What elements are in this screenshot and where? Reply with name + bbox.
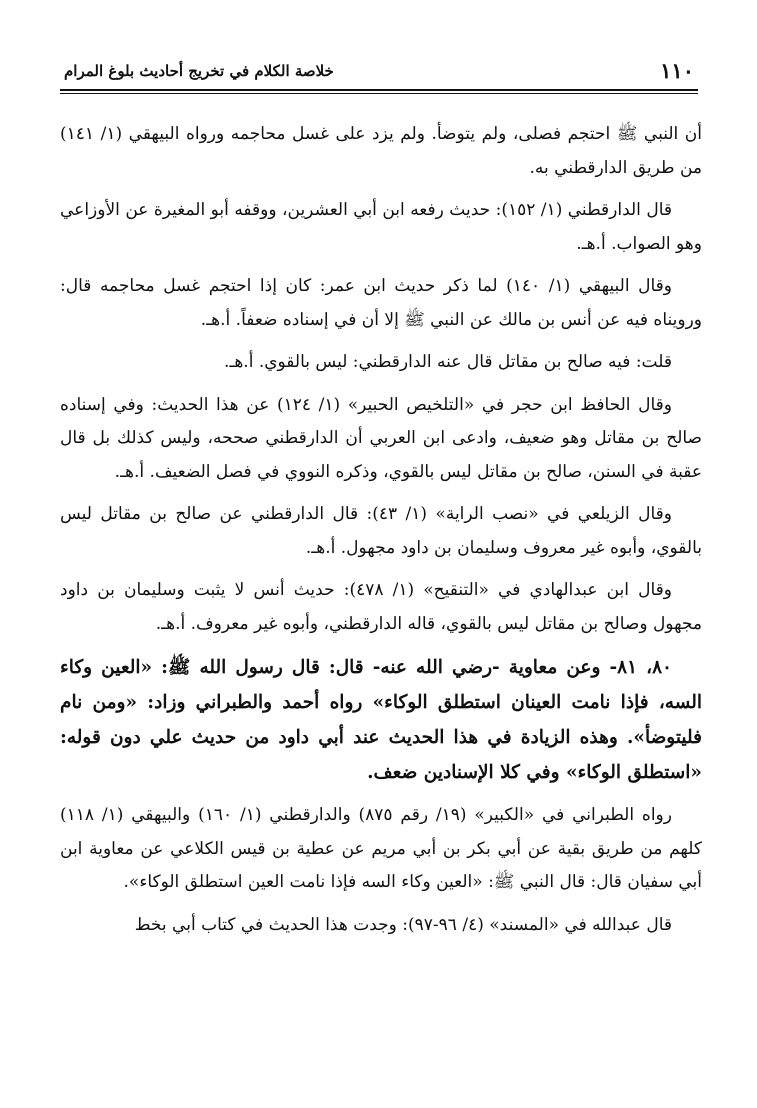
paragraph-ibn-hajar: وقال الحافظ ابن حجر في «التلخيص الحبير» (١/ ١٢٤) عن هذا الحديث: وفي إسناده صالح بن مقاتل وهو ضعيف، وادعى ابن العربي أن الدارقطني صححه، وليس كذلك بل قال عقبة في السنن، صالح بن مقاتل ليس بالقوي، وذكره النووي في فصل الضعيف. أ.هـ. xyxy=(60,394,702,482)
page-number: ١١٠ xyxy=(660,58,694,83)
paragraph-continuation: أن النبي ﷺ احتجم فصلى، ولم يتوضأ. ولم يزد على غسل محاجمه ورواه البيهقي (١/ ١٤١) من طريق الدارقطني به. xyxy=(60,124,702,178)
running-title: خلاصة الكلام في تخريج أحاديث بلوغ المرام xyxy=(64,62,334,80)
paragraph-zaylai: وقال الزيلعي في «نصب الراية» (١/ ٤٣): قال الدارقطني عن صالح بن مقاتل ليس بالقوي، وأبوه غير معروف وسليمان بن داود مجهول. أ.هـ. xyxy=(60,504,702,558)
paragraph-bayhaqi: وقال البيهقي (١/ ١٤٠) لما ذكر حديث ابن عمر: كان إذا احتجم غسل محاجمه قال: ورويناه فيه عن أنس بن مالك عن النبي ﷺ إلا أن في إسناده ضعفاً. أ.هـ. xyxy=(60,276,702,330)
paragraph-abdullah: قال عبدالله في «المسند» (٤/ ٩٦-٩٧): وجدت هذا الحديث في كتاب أبي بخط xyxy=(134,914,672,935)
header-rule-thin xyxy=(60,93,698,94)
page-header xyxy=(60,56,698,90)
hadith-text: ٨٠، ٨١- وعن معاوية -رضي الله عنه- قال: قال رسول الله ﷺ: «العين وكاء السه، فإذا نامت العينان استطلق الوكاء» رواه أحمد والطبراني وزاد: «ومن نام فليتوضأ». وهذه الزيادة في هذا الحديث عند أبي داود من حديث علي دون قوله: «استطلق الوكاء» وفي كلا الإسنادين ضعف. xyxy=(60,657,702,783)
paragraph-daraqutni: قال الدارقطني (١/ ١٥٢): حديث رفعه ابن أبي العشرين، ووقفه أبو المغيرة عن الأوزاعي وهو الصواب. أ.هـ. xyxy=(60,200,702,254)
paragraph-ibn-abdulhadi: وقال ابن عبدالهادي في «التنقيح» (١/ ٤٧٨): حديث أنس لا يثبت وسليمان بن داود مجهول وصالح بن مقاتل ليس بالقوي، قاله الدارقطني، وأبوه غير معروف. أ.هـ. xyxy=(60,580,702,634)
paragraph-takhrij: رواه الطبراني في «الكبير» (١٩/ رقم ٨٧٥) والدارقطني (١/ ١٦٠) والبيهقي (١/ ١١٨) كلهم من طريق بقية عن أبي بكر بن أبي مريم عن عطية بن قيس الكلاعي عن معاوية ابن أبي سفيان قال: قال النبي ﷺ: «العين وكاء السه فإذا نامت العين استطلق الوكاء». xyxy=(60,805,702,892)
main-text xyxy=(60,118,702,942)
paragraph-note: قلت: فيه صالح بن مقاتل قال عنه الدارقطني: ليس بالقوي. أ.هـ. xyxy=(223,352,672,372)
header-rule xyxy=(60,89,698,91)
